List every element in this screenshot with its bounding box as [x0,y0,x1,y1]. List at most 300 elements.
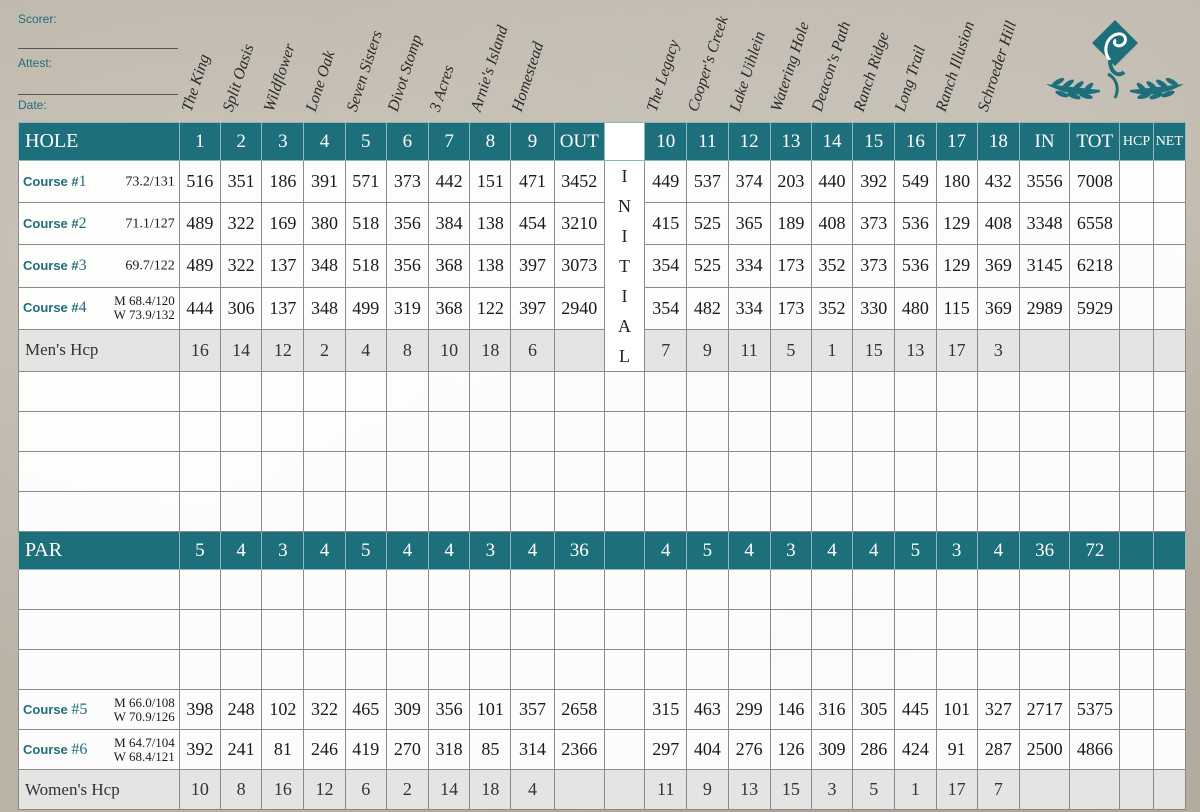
score-entry-cell[interactable] [936,492,977,532]
net-cell[interactable] [1153,161,1185,203]
net-cell[interactable] [1153,690,1185,730]
score-entry-cell[interactable] [728,492,770,532]
yardage-cell: 180 [936,161,977,203]
score-entry-cell[interactable] [1070,372,1120,412]
hcp-cell[interactable] [1120,287,1153,329]
score-entry-cell[interactable] [1070,412,1120,452]
score-entry-cell[interactable] [895,570,936,610]
hcp-cell[interactable] [1120,690,1153,730]
course-label [19,730,180,770]
score-entry-cell[interactable] [645,452,687,492]
handicap-cell: 15 [853,329,895,371]
yardage-cell: 137 [262,287,304,329]
score-entry-cell[interactable] [645,570,687,610]
score-entry-cell[interactable] [1120,492,1153,532]
score-entry-cell[interactable] [386,492,428,532]
hcp-cell[interactable] [1120,203,1153,245]
yardage-cell: 203 [770,161,811,203]
score-entry-cell[interactable] [853,650,895,690]
player-name-cell[interactable] [19,492,180,532]
score-entry-cell[interactable] [936,650,977,690]
score-entry-cell[interactable] [304,610,345,650]
course-yardage-row [19,690,1186,730]
score-entry-cell[interactable] [811,570,852,610]
score-entry-cell[interactable] [895,412,936,452]
par-out: 36 [554,532,604,570]
yardage-cell: 365 [728,203,770,245]
handicap-cell: 11 [728,329,770,371]
yardage-cell: 186 [262,161,304,203]
yardage-cell: 129 [936,245,977,287]
hole-number: 2 [221,123,262,161]
score-entry-cell[interactable] [429,610,470,650]
score-entry-cell[interactable] [304,372,345,412]
score-entry-cell[interactable] [728,570,770,610]
score-entry-cell[interactable] [687,452,728,492]
score-entry-cell[interactable] [604,452,644,492]
score-entry-cell[interactable] [386,412,428,452]
scorer-field[interactable] [18,12,178,49]
score-entry-cell[interactable] [811,412,852,452]
player-name-cell[interactable] [19,372,180,412]
score-entry-cell[interactable] [936,570,977,610]
score-entry-cell[interactable] [604,492,644,532]
score-entry-cell[interactable] [386,570,428,610]
hole-name-9: Homestead [508,39,548,114]
score-entry-cell[interactable] [221,412,262,452]
course-rating [125,216,174,231]
score-entry-cell[interactable] [470,570,511,610]
player-name-cell[interactable] [19,650,180,690]
score-entry-cell[interactable] [1019,412,1069,452]
handicap-cell: 8 [221,770,262,810]
par-label: PAR [19,532,180,570]
yardage-cell: 380 [304,203,345,245]
score-entry-cell[interactable] [770,412,811,452]
score-entry-cell[interactable] [687,412,728,452]
yardage-cell: 122 [470,287,511,329]
score-entry-cell[interactable] [645,610,687,650]
yardage-cell: 315 [645,690,687,730]
score-entry-cell[interactable] [221,570,262,610]
score-entry-cell[interactable] [221,492,262,532]
score-entry-cell[interactable] [936,452,977,492]
score-entry-cell[interactable] [554,570,604,610]
score-entry-cell[interactable] [345,610,386,650]
score-entry-cell[interactable] [1120,412,1153,452]
score-entry-cell[interactable] [1070,492,1120,532]
score-entry-cell[interactable] [1070,650,1120,690]
score-entry-cell[interactable] [687,372,728,412]
score-entry-cell[interactable] [811,650,852,690]
yardage-cell: 297 [645,730,687,770]
score-entry-cell[interactable] [511,452,554,492]
score-entry-cell[interactable] [429,492,470,532]
score-entry-cell[interactable] [645,650,687,690]
score-entry-cell[interactable] [853,492,895,532]
par-cell: 3 [770,532,811,570]
player-name-cell[interactable] [19,412,180,452]
initial-letter: L [619,346,630,366]
score-entry-cell[interactable] [895,610,936,650]
course-yardage-row [19,161,1186,203]
score-entry-cell[interactable] [221,452,262,492]
out-yardage: 2658 [554,690,604,730]
hole-name-4: Lone Oak [302,48,339,114]
score-entry-cell[interactable] [179,372,220,412]
score-entry-cell[interactable] [470,492,511,532]
course-yardage-row [19,245,1186,287]
score-entry-cell[interactable] [470,372,511,412]
score-entry-cell[interactable] [304,650,345,690]
initial-column [604,161,644,372]
attest-field[interactable] [18,56,178,95]
yardage-cell: 316 [811,690,852,730]
yardage-cell: 173 [770,245,811,287]
score-entry-cell[interactable] [687,492,728,532]
yardage-cell: 525 [687,203,728,245]
course-rating [114,696,175,724]
score-entry-cell[interactable] [554,452,604,492]
score-entry-cell[interactable] [345,570,386,610]
score-entry-cell[interactable] [386,610,428,650]
score-entry-cell[interactable] [770,610,811,650]
handicap-cell: 6 [345,770,386,810]
hole-name-5: Seven Sisters [343,28,387,114]
score-entry-cell[interactable] [511,650,554,690]
score-entry-cell[interactable] [687,570,728,610]
score-entry-cell[interactable] [977,452,1019,492]
handicap-cell: 12 [262,329,304,371]
yardage-cell: 356 [386,245,428,287]
yardage-cell: 318 [429,730,470,770]
yardage-cell: 286 [853,730,895,770]
score-entry-cell[interactable] [604,650,644,690]
score-entry-cell[interactable] [895,650,936,690]
score-entry-cell[interactable] [936,610,977,650]
course-label [19,690,180,730]
score-entry-cell[interactable] [1019,372,1069,412]
score-entry-cell[interactable] [179,412,220,452]
score-entry-cell[interactable] [1153,570,1185,610]
score-entry-cell[interactable] [345,492,386,532]
score-entry-cell[interactable] [386,452,428,492]
score-entry-cell[interactable] [262,372,304,412]
hole-number: 4 [304,123,345,161]
hole-name-8: Arnie's Island [467,23,512,114]
score-entry-cell[interactable] [604,610,644,650]
course-label-text: Course # [23,215,79,231]
yardage-cell: 440 [811,161,852,203]
yardage-cell: 248 [221,690,262,730]
handicap-cell: 2 [386,770,428,810]
score-entry-cell[interactable] [977,412,1019,452]
yardage-cell: 499 [345,287,386,329]
score-entry-cell[interactable] [262,412,304,452]
course-label [19,161,180,203]
score-entry-cell[interactable] [977,492,1019,532]
handicap-cell: 2 [304,329,345,371]
initial-letter: N [618,196,631,216]
hole-name-17: Ranch Illusion [932,19,979,114]
score-entry-cell[interactable] [687,610,728,650]
score-entry-cell[interactable] [429,570,470,610]
yardage-cell: 330 [853,287,895,329]
score-entry-cell[interactable] [728,452,770,492]
score-entry-cell[interactable] [470,452,511,492]
score-entry-cell[interactable] [1153,610,1185,650]
score-entry-cell[interactable] [853,452,895,492]
score-entry-cell[interactable] [179,570,220,610]
player-name-cell[interactable] [19,452,180,492]
score-entry-cell[interactable] [262,570,304,610]
score-entry-cell[interactable] [429,452,470,492]
score-entry-cell[interactable] [1070,570,1120,610]
net-cell[interactable] [1153,730,1185,770]
net-cell[interactable] [1153,203,1185,245]
score-entry-cell[interactable] [554,372,604,412]
score-entry-cell[interactable] [511,610,554,650]
score-entry-cell[interactable] [770,650,811,690]
net-cell[interactable] [1153,245,1185,287]
par-cell: 5 [687,532,728,570]
score-entry-cell[interactable] [853,570,895,610]
score-entry-cell[interactable] [304,570,345,610]
score-entry-cell[interactable] [221,650,262,690]
score-entry-cell[interactable] [511,570,554,610]
score-entry-cell[interactable] [1153,650,1185,690]
handicap-cell: 1 [811,329,852,371]
score-entry-cell[interactable] [1019,610,1069,650]
yardage-cell: 189 [770,203,811,245]
score-entry-cell[interactable] [728,650,770,690]
score-entry-cell[interactable] [977,570,1019,610]
score-entry-cell[interactable] [811,372,852,412]
score-entry-cell[interactable] [645,412,687,452]
score-entry-cell[interactable] [936,372,977,412]
score-entry-cell[interactable] [1120,452,1153,492]
score-entry-cell[interactable] [1153,492,1185,532]
score-entry-cell[interactable] [429,372,470,412]
score-entry-cell[interactable] [1070,610,1120,650]
score-entry-cell[interactable] [811,492,852,532]
score-entry-cell[interactable] [470,412,511,452]
yardage-cell: 246 [304,730,345,770]
hole-number: 11 [687,123,728,161]
score-entry-cell[interactable] [687,650,728,690]
score-entry-cell[interactable] [304,492,345,532]
score-entry-cell[interactable] [179,610,220,650]
score-entry-cell[interactable] [853,372,895,412]
score-entry-cell[interactable] [262,452,304,492]
yardage-cell: 241 [221,730,262,770]
course-label-text: Course [23,741,72,757]
score-entry-cell[interactable] [511,412,554,452]
score-entry-cell[interactable] [179,650,220,690]
score-entry-cell[interactable] [728,372,770,412]
score-entry-cell[interactable] [853,412,895,452]
score-entry-cell[interactable] [770,452,811,492]
score-entry-cell[interactable] [429,650,470,690]
yardage-cell: 404 [687,730,728,770]
score-entry-cell[interactable] [936,412,977,452]
hole-name-1: The King [178,52,214,114]
yardage-cell: 445 [895,690,936,730]
score-entry-cell[interactable] [1153,412,1185,452]
yardage-cell: 369 [977,245,1019,287]
handicap-cell: 9 [687,770,728,810]
yardage-cell: 419 [345,730,386,770]
score-entry-cell[interactable] [977,372,1019,412]
initial-cell[interactable] [604,730,644,770]
handicap-cell: 6 [511,329,554,371]
course-label [19,287,180,329]
score-entry-cell[interactable] [554,412,604,452]
score-entry-cell[interactable] [1120,570,1153,610]
par-net [1153,532,1185,570]
player-name-cell[interactable] [19,610,180,650]
mens-hcp-row-label: Men's Hcp [19,329,180,371]
handicap-cell: 1 [895,770,936,810]
score-entry-cell[interactable] [511,372,554,412]
par-cell: 4 [977,532,1019,570]
hcp-cell[interactable] [1120,245,1153,287]
score-entry-cell[interactable] [345,412,386,452]
score-entry-cell[interactable] [895,452,936,492]
hole-name-12: Lake Uihlein [726,29,769,114]
score-entry-cell[interactable] [511,492,554,532]
par-cell: 3 [262,532,304,570]
score-entry-cell[interactable] [1019,492,1069,532]
par-cell: 4 [221,532,262,570]
score-entry-cell[interactable] [811,452,852,492]
score-entry-cell[interactable] [304,452,345,492]
player-score-row [19,372,1186,412]
player-score-row [19,492,1186,532]
handicap-cell: 8 [386,329,428,371]
out-yardage: 2366 [554,730,604,770]
score-entry-cell[interactable] [853,610,895,650]
score-entry-cell[interactable] [604,412,644,452]
score-entry-cell[interactable] [645,492,687,532]
yardage-cell: 85 [470,730,511,770]
par-cell: 4 [429,532,470,570]
course-label [19,203,180,245]
tot-yardage: 7008 [1070,161,1120,203]
yardage-cell: 169 [262,203,304,245]
score-entry-cell[interactable] [262,492,304,532]
score-entry-cell[interactable] [1019,570,1069,610]
score-entry-cell[interactable] [604,372,644,412]
in-yardage: 2717 [1019,690,1069,730]
score-entry-cell[interactable] [770,570,811,610]
handicap-cell: 13 [895,329,936,371]
net-cell[interactable] [1153,287,1185,329]
score-entry-cell[interactable] [977,610,1019,650]
date-field[interactable] [18,98,178,120]
yardage-cell: 471 [511,161,554,203]
score-entry-cell[interactable] [1120,610,1153,650]
score-entry-cell[interactable] [345,452,386,492]
score-entry-cell[interactable] [179,452,220,492]
score-entry-cell[interactable] [1019,452,1069,492]
score-entry-cell[interactable] [770,492,811,532]
par-initial [604,532,644,570]
course-number: 3 [78,256,87,274]
score-entry-cell[interactable] [728,610,770,650]
yardage-cell: 392 [179,730,220,770]
yardage-cell: 151 [470,161,511,203]
yardage-cell: 516 [179,161,220,203]
player-name-cell[interactable] [19,570,180,610]
score-entry-cell[interactable] [895,372,936,412]
yardage-cell: 489 [179,245,220,287]
initial-cell[interactable] [604,690,644,730]
hole-number: 8 [470,123,511,161]
score-entry-cell[interactable] [811,610,852,650]
yardage-cell: 537 [687,161,728,203]
score-entry-cell[interactable] [1153,372,1185,412]
score-entry-cell[interactable] [262,650,304,690]
yardage-cell: 101 [470,690,511,730]
score-entry-cell[interactable] [645,372,687,412]
hcp-cell[interactable] [1120,730,1153,770]
score-entry-cell[interactable] [386,372,428,412]
player-score-row [19,610,1186,650]
hole-name-7: 3 Acres [426,63,458,114]
score-entry-cell[interactable] [604,570,644,610]
handicap-cell: 3 [977,329,1019,371]
score-entry-cell[interactable] [728,412,770,452]
hole-number: 12 [728,123,770,161]
score-entry-cell[interactable] [554,610,604,650]
score-entry-cell[interactable] [470,610,511,650]
net-cell [1153,329,1185,371]
course-yardage-row [19,287,1186,329]
score-entry-cell[interactable] [1120,372,1153,412]
score-entry-cell[interactable] [429,412,470,452]
yardage-cell: 415 [645,203,687,245]
net-header: NET [1153,123,1185,161]
handicap-cell: 17 [936,329,977,371]
score-entry-cell[interactable] [386,650,428,690]
score-entry-cell[interactable] [895,492,936,532]
score-entry-cell[interactable] [221,372,262,412]
handicap-cell: 7 [645,329,687,371]
score-entry-cell[interactable] [1019,650,1069,690]
yardage-cell: 368 [429,245,470,287]
score-entry-cell[interactable] [554,492,604,532]
score-entry-cell[interactable] [262,610,304,650]
score-entry-cell[interactable] [221,610,262,650]
par-in: 36 [1019,532,1069,570]
score-entry-cell[interactable] [1120,650,1153,690]
initial-letter: I [621,286,628,306]
score-entry-cell[interactable] [554,650,604,690]
tot-cell [1070,329,1120,371]
score-entry-cell[interactable] [179,492,220,532]
score-entry-cell[interactable] [770,372,811,412]
score-entry-cell[interactable] [977,650,1019,690]
score-entry-cell[interactable] [1153,452,1185,492]
score-entry-cell[interactable] [345,650,386,690]
hcp-cell[interactable] [1120,161,1153,203]
score-entry-cell[interactable] [1070,452,1120,492]
score-entry-cell[interactable] [470,650,511,690]
score-entry-cell[interactable] [345,372,386,412]
yardage-cell: 449 [645,161,687,203]
score-entry-cell[interactable] [304,412,345,452]
